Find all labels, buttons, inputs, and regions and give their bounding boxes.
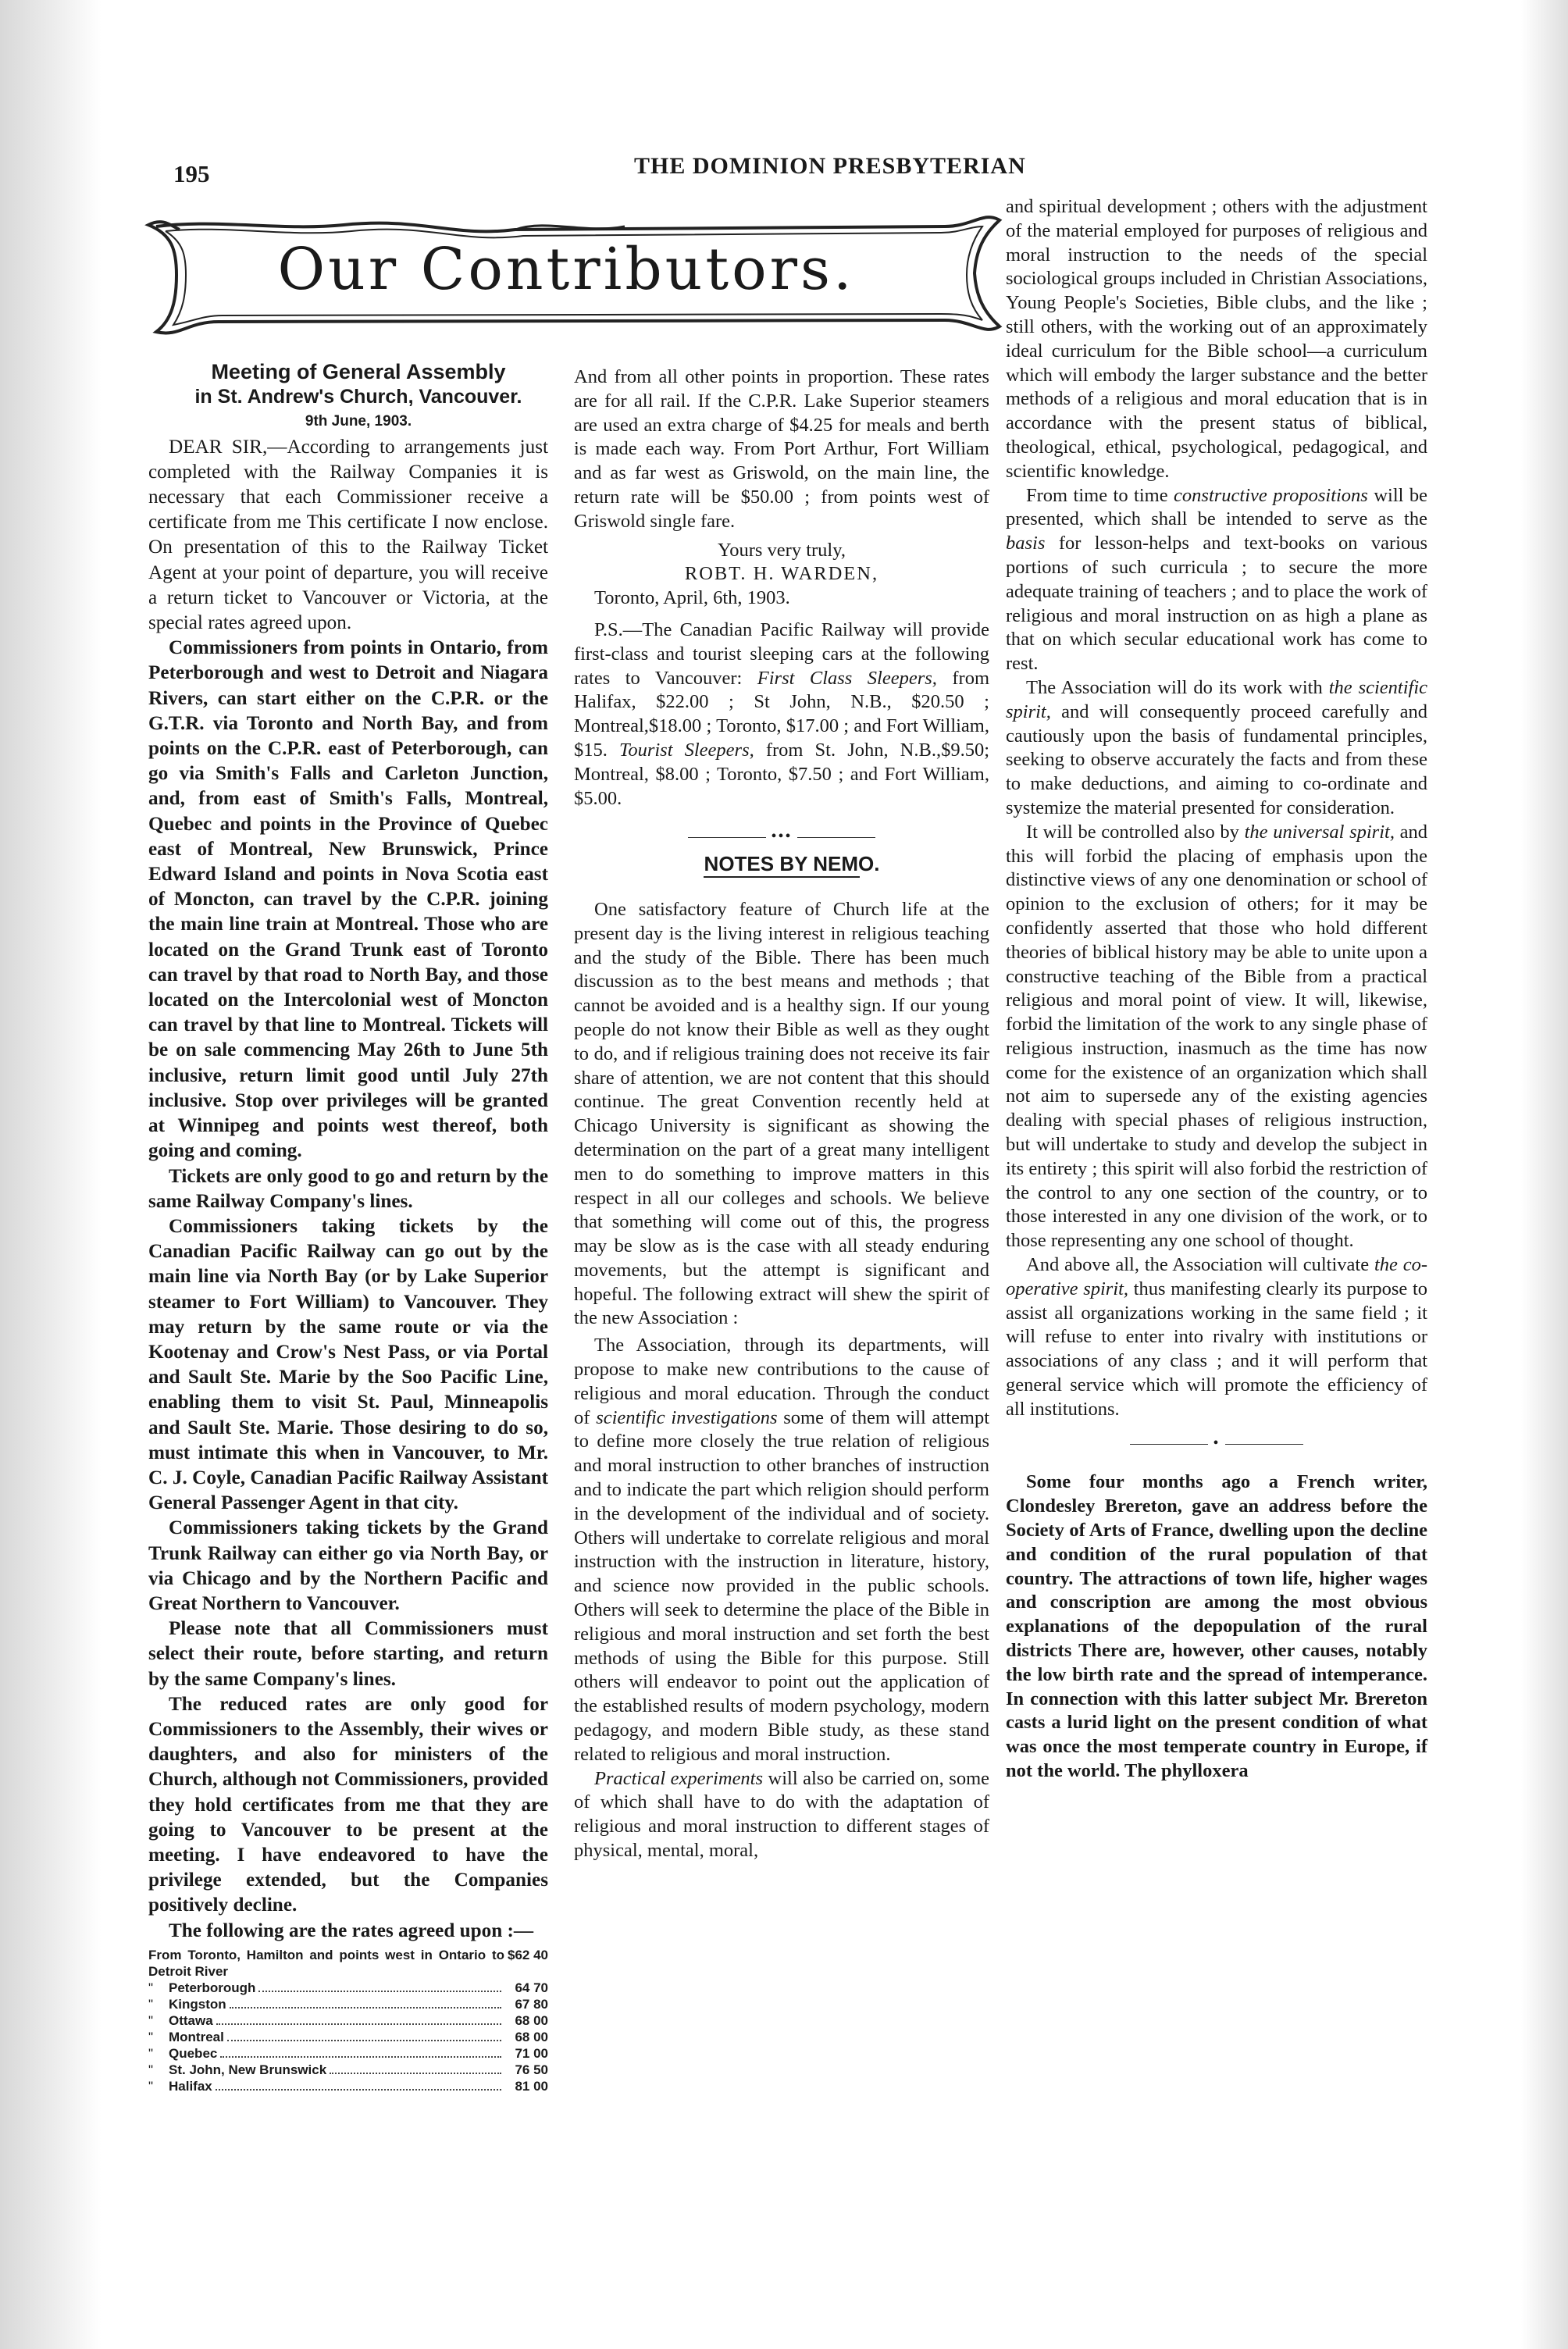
letter-signature: ROBT. H. WARDEN, <box>684 563 879 585</box>
column-1 <box>148 359 548 2094</box>
rate-destination: St. John, New Brunswick <box>169 2062 327 2077</box>
rate-price: 81 00 <box>515 2078 548 2094</box>
rates-heading: From Toronto, Hamilton and points west in Ontario to Detroit River <box>148 1947 504 1979</box>
italic-text: the scientific spirit, <box>1006 676 1428 722</box>
page-number: 195 <box>173 160 210 187</box>
paragraph: Tickets are only good to go and return by the same Railway Company's lines. <box>148 1165 548 1212</box>
quoted-paragraph <box>574 1767 989 1863</box>
letter-closing: Yours very truly, <box>717 539 846 561</box>
paragraph: Commissioners from points in Ontario, from Peterborough and west to Detroit and Niagara Rivers, can start either on the C.P.R. or the G.T.R. via Toronto and North Bay, and from points on the C.P.R. east of Peterborough, can go via Smith's Falls and Carleton Junction, and, from east of Smith's Falls, Montreal, Quebec and points in the Province of Quebec east of Montreal, New Brunswick, Prince Edward Island and points in Nova Scotia east of Moncton, can travel by the C.P.R. joining the main line train at Montreal. Those who are located on the Grand Trunk east of Toronto can travel by that road to North Bay, and those located on the Intercolonial west of Moncton can travel by that line to Montreal. Tickets will be on sale commencing May 26th to June 5th inclusive, return limit good until July 27th inclusive. Stop over privileges will be granted at Winnipeg and points west thereof, both going and coming. <box>148 637 548 1162</box>
paragraph: And from all other points in proportion. These rates are for all rail. If the C.P.R. Lake Superior steamers are used an extra charge of $4.25 for meals and berth is made each way. From Port Arthur, Fort William and as far west as Griswold, on the main line, the return rate will be $50.00 ; from points west of Griswold single fare. <box>574 366 989 532</box>
text-run: will also be carried on, some of which shall have to do with the adaptation of religious and moral instruction to different stages of physical, mental, moral, <box>574 1767 990 1862</box>
ditto-mark: " <box>148 2045 154 2061</box>
text-run: and this will forbid the placing of emphasis upon the distinctive views of any one denomination or school of opinion to the exclusion of others; for it may be confidently asserted that those who hold different theories of biblical history may be able to unite upon a constructive teaching of the Bible from a practical religious and moral point of view. It will, likewise, forbid the limitation of the work to any single phase of religious instruction, inasmuch as the time has now come for the existence of an organization which shall not aim to supersede any of the existing agencies dealing with special phases of religious instruction, but will undertake to study and develop the subject in its entirety ; this spirit will also forbid the restriction of the control to any one section of the country, or to those interested in any one division of the work, or to those representing any one school of thought. <box>1006 821 1428 1252</box>
text-run: From time to time <box>1026 484 1168 506</box>
postscript-text: from St. John, N.B.,$9.50; Montreal, $8.00 ; Toronto, $7.50 ; and Fort William, $5.00. <box>574 739 990 809</box>
ditto-mark: " <box>148 1980 154 1995</box>
italic-text: the universal spirit, <box>1244 821 1395 843</box>
paragraph: One satisfactory feature of Church life at the present day is the living interest in religious teaching and the study of the Bible. There has been much discussion as to the best means and methods ; that cannot be avoided and is a healthy sign. If our young people do not know their Bible as well as they ought to do, and if religious training does not receive its fair share of attention, we are not content that this should continue. The great Convention recently held at Chicago University is significant as showing the determination on the part of a great many intelligent men to do something to improve matters in this respect in all our colleges and schools. We believe that something will come out of this, the progress may be slow as is the case with all steady enduring movements, but the attempt is significant and hopeful. The following extract will shew the spirit of the new Association : <box>574 898 989 1329</box>
quoted-paragraph <box>574 1334 989 1766</box>
postscript-italic: First Class Sleepers, <box>757 667 937 689</box>
paragraph: and spiritual development ; others with the adjustment of the material employed for purposes of religious and moral instruction to the needs of the special sociological groups included in Christian Associations, Young People's Societies, Bible clubs, and the like ; still others, with the working out of an approximately ideal curriculum for the Bible school—a curriculum which will embody the larger substance and the better methods of a religious and moral education that is in accordance with the present status of biblical, theological, ethical, psychological, pedagogical, and scientific knowledge. <box>1006 196 1427 482</box>
italic-text: Practical experiments <box>594 1767 764 1789</box>
ditto-mark: " <box>148 1996 154 2012</box>
rate-price: 64 70 <box>515 1980 548 1995</box>
italic-text: constructive propositions <box>1174 484 1368 506</box>
paragraph: Commissioners taking tickets by the Canadian Pacific Railway can go out by the main line via North Bay (or by Lake Superior steamer to Fort William) to Vancouver. They may return by the same route or via the Kootenay and Crow's Nest Pass, or via Portal and Sault Ste. Marie by the Soo Pacific Line, enabling them to visit St. Paul, Minneapolis and Sault Ste. Marie. Those desiring to do so, must intimate this when in Vancouver, to Mr. C. J. Coyle, Canadian Pacific Railway Assistant General Passenger Agent in that city. <box>148 1215 548 1514</box>
rate-destination: Montreal <box>169 2029 224 2044</box>
banner-title: Our Contributors. <box>277 236 855 303</box>
section-heading: NOTES BY NEMO. <box>704 852 880 876</box>
rate-price: 68 00 <box>515 2012 548 2028</box>
paragraph <box>1006 1253 1427 1422</box>
postscript-italic: Tourist Sleepers, <box>618 739 754 761</box>
paragraph: The reduced rates are only good for Commissioners to the Assembly, their wives or daughters, and also for ministers of the Church, although not Commissioners, provided they hold certificates from me that they are going to Vancouver to be present at the meeting. I have endeavored to have the privilege extended, but the Companies positively decline. <box>148 1693 548 1916</box>
rate-destination: Peterborough <box>169 1980 256 1995</box>
paragraph <box>1006 676 1427 821</box>
text-run: and will consequently proceed carefully and cautiously upon the basis of fundamental principles, seeking to observe accurately the facts and from these to make deductions, and aiming to co-ordinate and systemize the material presented for consideration. <box>1006 700 1427 818</box>
article-title: Meeting of General Assembly <box>211 360 506 383</box>
ditto-mark: " <box>148 2062 154 2077</box>
signature-place-date: Toronto, April, 6th, 1903. <box>594 587 790 609</box>
postscript <box>574 618 989 811</box>
rate-price: 71 00 <box>515 2045 548 2061</box>
rate-row <box>148 1980 548 1996</box>
column-3 <box>1006 195 1427 1784</box>
text-run: The Association, through its departments, will propose to make new contributions to the cause of religious and moral education. Through the conduct of <box>574 1335 989 1428</box>
rate-destination: Quebec <box>169 2045 218 2061</box>
text-run: for lesson-helps and text-books on various portions of such curricula ; to secure the more adequate training of teachers ; and to place the work of religious and moral instruction on as high a plane as that on which secular educational work has come to rest. <box>1006 533 1428 675</box>
ditto-mark: " <box>148 2012 154 2028</box>
ditto-mark: " <box>148 2078 154 2094</box>
rate-row <box>148 2045 548 2062</box>
ditto-mark: " <box>148 2029 154 2044</box>
paragraph: Commissioners taking tickets by the Grand Trunk Railway can either go via North Bay, or via Chicago and by the Northern Pacific and Great Northern to Vancouver. <box>148 1517 548 1614</box>
rate-price: 76 50 <box>515 2062 548 2077</box>
rate-row <box>148 2078 548 2094</box>
postscript-text: P.S.—The Canadian Pacific Railway will provide first-class and tourist sleeping cars at the following rates to Vancouver: <box>574 618 989 689</box>
rate-destination: Kingston <box>169 1996 226 2012</box>
rate-row <box>148 2012 548 2029</box>
rate-row <box>148 2062 548 2078</box>
text-run: It will be controlled also by <box>1026 821 1239 843</box>
paragraph <box>1006 821 1427 1253</box>
page-edge-shadow <box>1521 0 1568 2349</box>
rate-destination: Ottawa <box>169 2012 213 2028</box>
italic-text: the co-operative spirit, <box>1006 1254 1427 1299</box>
text-run: will be presented, which shall be intended to serve as the <box>1006 484 1427 530</box>
italic-text: scientific investigations <box>596 1406 778 1428</box>
paragraph: Some four months ago a French writer, Clondesley Brereton, gave an address before the Society of Arts of France, dwelling upon the decline and condition of the rural population of that country. The attractions of town life, higher wages and conscription are among the most obvious explanations of the depopulation of the rural districts There are, however, other causes, notably the low birth rate and the spread of intemperance. In connection with this latter subject Mr. Brereton casts a lurid light on the present condition of what was once the most temperate country in Europe, if not the world. The phylloxera <box>1006 1471 1427 1781</box>
paragraph: DEAR SIR,—According to arrangements just completed with the Railway Companies it is necessary that each Commissioner receive a certificate from me This certificate I now enclose. On presentation of this to the Railway Ticket Agent at your point of departure, you will receive a return ticket to Vancouver or Victoria, at the special rates agreed upon. <box>148 436 548 634</box>
separator-ornament: • <box>1006 1431 1427 1456</box>
rate-price: 67 80 <box>515 1996 548 2012</box>
postscript-text: from Halifax, $22.00 ; St John, N.B., $20.50 ; Montreal,$18.00 ; Toronto, $17.00 ; and Fort William, $15. <box>574 667 989 761</box>
text-run: And above all, the Association will cultivate <box>1026 1254 1370 1276</box>
column-2 <box>574 359 989 1863</box>
running-head: THE DOMINION PRESBYTERIAN <box>634 153 1026 179</box>
rate-row <box>148 2029 548 2045</box>
italic-text: basis <box>1006 533 1046 554</box>
rates-table <box>148 1947 548 2094</box>
page-gutter-shadow <box>0 0 102 2349</box>
rate-destination: Halifax <box>169 2078 212 2094</box>
text-run: thus manifesting clearly its purpose to assist all organizations working in the same field ; it will refuse to enter into rivalry with institutions or associations of any class ; and it will perform that general service which will promote the efficiency of all institutions. <box>1006 1278 1427 1420</box>
heading-rule <box>704 876 860 878</box>
rate-price: 68 00 <box>515 2029 548 2044</box>
rate-row <box>148 1996 548 2012</box>
paragraph: The following are the rates agreed upon :— <box>169 1919 534 1941</box>
paragraph: Please note that all Commissioners must select their route, before starting, and return by the same Company's lines. <box>148 1618 548 1690</box>
rates-heading-price: $62 40 <box>508 1947 548 1962</box>
article-place: in St. Andrew's Church, Vancouver. <box>194 386 522 408</box>
rates-heading-row <box>148 1947 548 1980</box>
text-run: The Association will do its work with <box>1026 676 1323 698</box>
article-date: 9th June, 1903. <box>305 413 412 430</box>
section-banner <box>125 203 1007 344</box>
separator-ornament: ••• <box>574 825 989 849</box>
paragraph <box>1006 484 1427 676</box>
text-run: some of them will attempt to define more closely the true relation of religious and moral instruction to other branches of instruction and to indicate the part which religion should perform in the development of the individual and of society. Others will undertake to correlate religious and moral instruction with the instruction in literature, history, and science now provided in the public schools. Others will seek to determine the place of the Bible in religious and moral instruction and set forth the best methods of using the Bible for this purpose. Still others will endeavor to point out the application of the established results of modern psychology, modern pedagogy, and modern Bible study, as these stand related to religious and moral instruction. <box>574 1406 990 1765</box>
